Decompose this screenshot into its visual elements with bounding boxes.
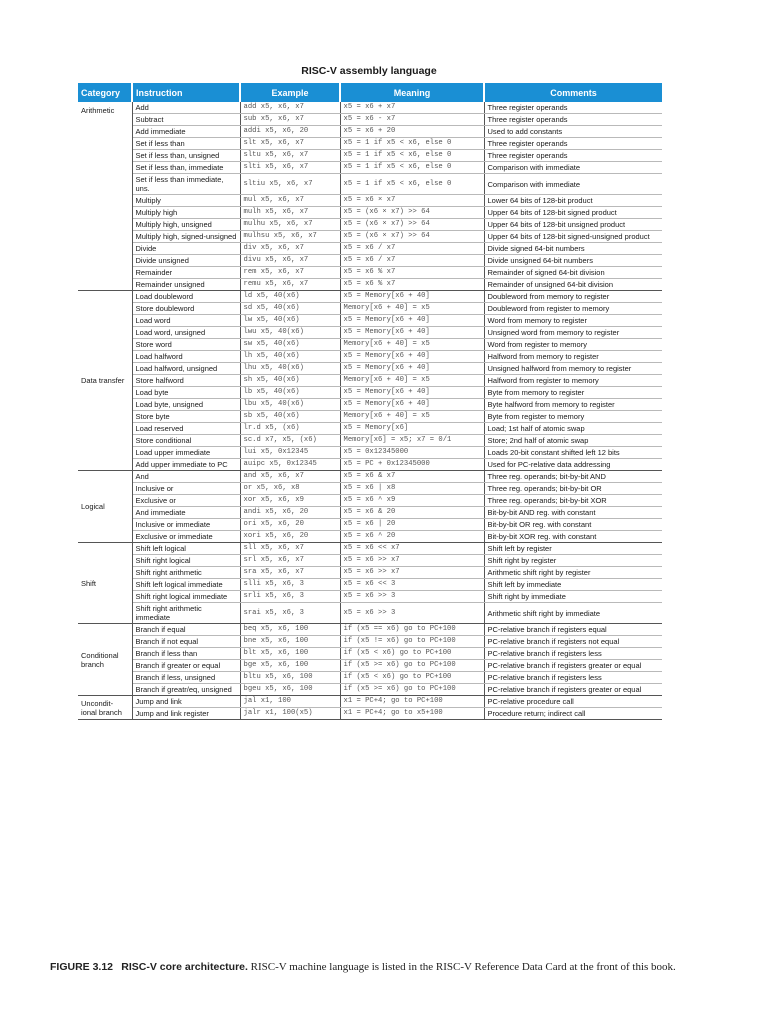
figure-number: FIGURE 3.12 xyxy=(50,961,114,973)
header-meaning: Meaning xyxy=(340,83,484,102)
category-cell: Logical xyxy=(78,471,132,543)
example-cell: srl x5, x6, x7 xyxy=(240,555,340,567)
comment-cell: Doubleword from memory to register xyxy=(484,291,662,303)
comment-cell: PC-relative branch if registers greater or equal xyxy=(484,684,662,696)
example-cell: lhu x5, 40(x6) xyxy=(240,363,340,375)
meaning-cell: x5 = Memory[x6 + 40] xyxy=(340,387,484,399)
meaning-cell: if (x5 != x6) go to PC+100 xyxy=(340,636,484,648)
table-row xyxy=(78,696,662,708)
example-cell: sw x5, 40(x6) xyxy=(240,339,340,351)
example-cell: lwu x5, 40(x6) xyxy=(240,327,340,339)
meaning-cell: x5 = x6 & x7 xyxy=(340,471,484,483)
comment-cell: Upper 64 bits of 128-bit signed product xyxy=(484,207,662,219)
comment-cell: PC-relative branch if registers less xyxy=(484,672,662,684)
table-row xyxy=(78,624,662,636)
meaning-cell: x5 = Memory[x6] xyxy=(340,423,484,435)
meaning-cell: x5 = x6 & 20 xyxy=(340,507,484,519)
instruction-cell: Branch if not equal xyxy=(132,636,240,648)
example-cell: rem x5, x6, x7 xyxy=(240,267,340,279)
example-cell: slti x5, x6, x7 xyxy=(240,162,340,174)
meaning-cell: Memory[x6 + 40] = x5 xyxy=(340,339,484,351)
table-row xyxy=(78,114,662,126)
meaning-cell: x5 = PC + 0x12345000 xyxy=(340,459,484,471)
example-cell: slli x5, x6, 3 xyxy=(240,579,340,591)
comment-cell: Three reg. operands; bit-by-bit OR xyxy=(484,483,662,495)
comment-cell: PC-relative branch if registers greater or equal xyxy=(484,660,662,672)
example-cell: lr.d x5, (x6) xyxy=(240,423,340,435)
header-example: Example xyxy=(240,83,340,102)
comment-cell: Shift right by register xyxy=(484,555,662,567)
table-row xyxy=(78,579,662,591)
example-cell: sh x5, 40(x6) xyxy=(240,375,340,387)
instruction-cell: Branch if greater or equal xyxy=(132,660,240,672)
meaning-cell: x5 = x6 - x7 xyxy=(340,114,484,126)
table-row xyxy=(78,255,662,267)
comment-cell: Upper 64 bits of 128-bit unsigned product xyxy=(484,219,662,231)
comment-cell: Divide unsigned 64-bit numbers xyxy=(484,255,662,267)
table-row xyxy=(78,495,662,507)
example-cell: srai x5, x6, 3 xyxy=(240,603,340,624)
header-row xyxy=(78,83,662,102)
meaning-cell: Memory[x6 + 40] = x5 xyxy=(340,411,484,423)
comment-cell: Loads 20-bit constant shifted left 12 bits xyxy=(484,447,662,459)
comment-cell: Halfword from memory to register xyxy=(484,351,662,363)
table-row xyxy=(78,708,662,720)
meaning-cell: x5 = x6 + 20 xyxy=(340,126,484,138)
example-cell: sltu x5, x6, x7 xyxy=(240,150,340,162)
comment-cell: Shift left by immediate xyxy=(484,579,662,591)
meaning-cell: x1 = PC+4; go to PC+100 xyxy=(340,696,484,708)
comment-cell: Bit-by-bit XOR reg. with constant xyxy=(484,531,662,543)
meaning-cell: x5 = 0x12345000 xyxy=(340,447,484,459)
instruction-cell: Jump and link xyxy=(132,696,240,708)
example-cell: lw x5, 40(x6) xyxy=(240,315,340,327)
meaning-cell: x5 = x6 ^ 20 xyxy=(340,531,484,543)
instruction-cell: Load reserved xyxy=(132,423,240,435)
example-cell: lb x5, 40(x6) xyxy=(240,387,340,399)
instruction-cell: Divide xyxy=(132,243,240,255)
instruction-cell: Jump and link register xyxy=(132,708,240,720)
meaning-cell: x5 = x6 % x7 xyxy=(340,279,484,291)
table-row xyxy=(78,684,662,696)
example-cell: div x5, x6, x7 xyxy=(240,243,340,255)
instruction-cell: Store halfword xyxy=(132,375,240,387)
table-row xyxy=(78,303,662,315)
meaning-cell: x5 = x6 / x7 xyxy=(340,255,484,267)
instruction-cell: Shift left logical xyxy=(132,543,240,555)
figure-title: RISC-V core architecture. xyxy=(121,961,248,973)
instruction-cell: Load byte, unsigned xyxy=(132,399,240,411)
meaning-cell: x5 = x6 / x7 xyxy=(340,243,484,255)
comment-cell: Load; 1st half of atomic swap xyxy=(484,423,662,435)
comment-cell: Byte from register to memory xyxy=(484,411,662,423)
meaning-cell: x5 = x6 | 20 xyxy=(340,519,484,531)
example-cell: lui x5, 0x12345 xyxy=(240,447,340,459)
comment-cell: Used to add constants xyxy=(484,126,662,138)
comment-cell: Comparison with immediate xyxy=(484,174,662,195)
example-cell: bgeu x5, x6, 100 xyxy=(240,684,340,696)
meaning-cell: x5 = x6 + x7 xyxy=(340,102,484,114)
meaning-cell: x5 = 1 if x5 < x6, else 0 xyxy=(340,150,484,162)
comment-cell: Three reg. operands; bit-by-bit AND xyxy=(484,471,662,483)
example-cell: mulhsu x5, x6, x7 xyxy=(240,231,340,243)
example-cell: xori x5, x6, 20 xyxy=(240,531,340,543)
comment-cell: Upper 64 bits of 128-bit signed-unsigned product xyxy=(484,231,662,243)
instruction-cell: Shift right arithmetic xyxy=(132,567,240,579)
comment-cell: Three reg. operands; bit-by-bit XOR xyxy=(484,495,662,507)
instruction-cell: Multiply high, unsigned xyxy=(132,219,240,231)
comment-cell: Shift right by immediate xyxy=(484,591,662,603)
comment-cell: Unsigned halfword from memory to register xyxy=(484,363,662,375)
instruction-cell: Set if less than xyxy=(132,138,240,150)
example-cell: remu x5, x6, x7 xyxy=(240,279,340,291)
meaning-cell: Memory[x6 + 40] = x5 xyxy=(340,375,484,387)
table-row xyxy=(78,531,662,543)
example-cell: lh x5, 40(x6) xyxy=(240,351,340,363)
comment-cell: Shift left by register xyxy=(484,543,662,555)
meaning-cell: x5 = Memory[x6 + 40] xyxy=(340,351,484,363)
table-row xyxy=(78,162,662,174)
figure-text: RISC-V machine language is listed in the RISC-V Reference Data Card at the front of this book. xyxy=(250,961,676,973)
example-cell: bge x5, x6, 100 xyxy=(240,660,340,672)
meaning-cell: x5 = x6 % x7 xyxy=(340,267,484,279)
comment-cell: Lower 64 bits of 128-bit product xyxy=(484,195,662,207)
instruction-cell: Set if less than, immediate xyxy=(132,162,240,174)
table-row xyxy=(78,387,662,399)
comment-cell: Unsigned word from memory to register xyxy=(484,327,662,339)
comment-cell: Store; 2nd half of atomic swap xyxy=(484,435,662,447)
instruction-cell: Remainder unsigned xyxy=(132,279,240,291)
example-cell: and x5, x6, x7 xyxy=(240,471,340,483)
instruction-cell: Load word, unsigned xyxy=(132,327,240,339)
table-row xyxy=(78,102,662,114)
table-row xyxy=(78,231,662,243)
comment-cell: Arithmetic shift right by register xyxy=(484,567,662,579)
comment-cell: Three register operands xyxy=(484,102,662,114)
meaning-cell: x5 = (x6 × x7) >> 64 xyxy=(340,207,484,219)
meaning-cell: if (x5 < x6) go to PC+100 xyxy=(340,648,484,660)
example-cell: auipc x5, 0x12345 xyxy=(240,459,340,471)
instruction-cell: Load upper immediate xyxy=(132,447,240,459)
example-cell: addi x5, x6, 20 xyxy=(240,126,340,138)
instruction-cell: Branch if equal xyxy=(132,624,240,636)
instruction-cell: Inclusive or immediate xyxy=(132,519,240,531)
instruction-cell: Inclusive or xyxy=(132,483,240,495)
table-row xyxy=(78,519,662,531)
example-cell: mul x5, x6, x7 xyxy=(240,195,340,207)
instruction-cell: Set if less than, unsigned xyxy=(132,150,240,162)
table-row xyxy=(78,483,662,495)
instruction-cell: And xyxy=(132,471,240,483)
instruction-cell: Load byte xyxy=(132,387,240,399)
comment-cell: Remainder of unsigned 64-bit division xyxy=(484,279,662,291)
comment-cell: Three register operands xyxy=(484,138,662,150)
instruction-table xyxy=(78,83,662,720)
example-cell: sub x5, x6, x7 xyxy=(240,114,340,126)
table-row xyxy=(78,291,662,303)
table-row xyxy=(78,555,662,567)
table-row xyxy=(78,411,662,423)
comment-cell: PC-relative branch if registers less xyxy=(484,648,662,660)
example-cell: or x5, x6, x8 xyxy=(240,483,340,495)
example-cell: bne x5, x6, 100 xyxy=(240,636,340,648)
table-row xyxy=(78,327,662,339)
example-cell: add x5, x6, x7 xyxy=(240,102,340,114)
meaning-cell: x5 = x6 >> 3 xyxy=(340,603,484,624)
table-row xyxy=(78,207,662,219)
instruction-cell: Store word xyxy=(132,339,240,351)
example-cell: srli x5, x6, 3 xyxy=(240,591,340,603)
table-row xyxy=(78,435,662,447)
table-row xyxy=(78,375,662,387)
meaning-cell: x5 = Memory[x6 + 40] xyxy=(340,399,484,411)
example-cell: jalr x1, 100(x5) xyxy=(240,708,340,720)
instruction-cell: Exclusive or immediate xyxy=(132,531,240,543)
example-cell: sll x5, x6, x7 xyxy=(240,543,340,555)
meaning-cell: x5 = (x6 × x7) >> 64 xyxy=(340,231,484,243)
table-row xyxy=(78,219,662,231)
table-row xyxy=(78,507,662,519)
meaning-cell: Memory[x6 + 40] = x5 xyxy=(340,303,484,315)
table-row xyxy=(78,447,662,459)
instruction-cell: Store conditional xyxy=(132,435,240,447)
comment-cell: Byte from memory to register xyxy=(484,387,662,399)
meaning-cell: x5 = x6 << x7 xyxy=(340,543,484,555)
meaning-cell: x5 = Memory[x6 + 40] xyxy=(340,315,484,327)
instruction-cell: Branch if less than xyxy=(132,648,240,660)
category-cell: Data transfer xyxy=(78,291,132,471)
figure-caption xyxy=(50,960,700,975)
example-cell: blt x5, x6, 100 xyxy=(240,648,340,660)
header-instruction: Instruction xyxy=(132,83,240,102)
comment-cell: PC-relative branch if registers not equal xyxy=(484,636,662,648)
meaning-cell: x5 = x6 >> 3 xyxy=(340,591,484,603)
meaning-cell: x1 = PC+4; go to x5+100 xyxy=(340,708,484,720)
table-row xyxy=(78,648,662,660)
instruction-cell: Exclusive or xyxy=(132,495,240,507)
comment-cell: PC-relative branch if registers equal xyxy=(484,624,662,636)
instruction-cell: Store byte xyxy=(132,411,240,423)
example-cell: ori x5, x6, 20 xyxy=(240,519,340,531)
meaning-cell: x5 = Memory[x6 + 40] xyxy=(340,363,484,375)
instruction-cell: Load word xyxy=(132,315,240,327)
comment-cell: Byte halfword from memory to register xyxy=(484,399,662,411)
table-row xyxy=(78,471,662,483)
instruction-cell: Add xyxy=(132,102,240,114)
table-body xyxy=(78,102,662,720)
meaning-cell: x5 = Memory[x6 + 40] xyxy=(340,327,484,339)
example-cell: sb x5, 40(x6) xyxy=(240,411,340,423)
table-row xyxy=(78,150,662,162)
instruction-cell: Divide unsigned xyxy=(132,255,240,267)
example-cell: mulhu x5, x6, x7 xyxy=(240,219,340,231)
comment-cell: Halfword from register to memory xyxy=(484,375,662,387)
instruction-cell: Store doubleword xyxy=(132,303,240,315)
example-cell: slt x5, x6, x7 xyxy=(240,138,340,150)
instruction-cell: Multiply xyxy=(132,195,240,207)
table-row xyxy=(78,195,662,207)
instruction-cell: Shift left logical immediate xyxy=(132,579,240,591)
table-row xyxy=(78,351,662,363)
example-cell: lbu x5, 40(x6) xyxy=(240,399,340,411)
comment-cell: Three register operands xyxy=(484,150,662,162)
table-row xyxy=(78,672,662,684)
example-cell: andi x5, x6, 20 xyxy=(240,507,340,519)
meaning-cell: if (x5 >= x6) go to PC+100 xyxy=(340,684,484,696)
comment-cell: Bit-by-bit AND reg. with constant xyxy=(484,507,662,519)
meaning-cell: x5 = x6 >> x7 xyxy=(340,555,484,567)
comment-cell: Comparison with immediate xyxy=(484,162,662,174)
table-row xyxy=(78,459,662,471)
instruction-cell: Subtract xyxy=(132,114,240,126)
table-title: RISC-V assembly language xyxy=(301,65,437,77)
category-cell: Arithmetic xyxy=(78,102,132,291)
meaning-cell: x5 = 1 if x5 < x6, else 0 xyxy=(340,162,484,174)
instruction-cell: Set if less than immediate, uns. xyxy=(132,174,240,195)
comment-cell: Arithmetic shift right by immediate xyxy=(484,603,662,624)
meaning-cell: x5 = x6 >> x7 xyxy=(340,567,484,579)
example-cell: sra x5, x6, x7 xyxy=(240,567,340,579)
instruction-cell: Load halfword, unsigned xyxy=(132,363,240,375)
instruction-cell: Shift right logical immediate xyxy=(132,591,240,603)
table-row xyxy=(78,543,662,555)
instruction-cell: Shift right logical xyxy=(132,555,240,567)
example-cell: divu x5, x6, x7 xyxy=(240,255,340,267)
instruction-cell: Multiply high xyxy=(132,207,240,219)
meaning-cell: if (x5 < x6) go to PC+100 xyxy=(340,672,484,684)
instruction-cell: Remainder xyxy=(132,267,240,279)
table-row xyxy=(78,591,662,603)
example-cell: sc.d x7, x5, (x6) xyxy=(240,435,340,447)
comment-cell: Used for PC-relative data addressing xyxy=(484,459,662,471)
comment-cell: Procedure return; indirect call xyxy=(484,708,662,720)
comment-cell: Doubleword from register to memory xyxy=(484,303,662,315)
instruction-cell: Add immediate xyxy=(132,126,240,138)
meaning-cell: x5 = Memory[x6 + 40] xyxy=(340,291,484,303)
comment-cell: Remainder of signed 64-bit division xyxy=(484,267,662,279)
meaning-cell: if (x5 == x6) go to PC+100 xyxy=(340,624,484,636)
meaning-cell: if (x5 >= x6) go to PC+100 xyxy=(340,660,484,672)
header-category: Category xyxy=(78,83,132,102)
meaning-cell: x5 = x6 | x8 xyxy=(340,483,484,495)
meaning-cell: x5 = (x6 × x7) >> 64 xyxy=(340,219,484,231)
comment-cell: Divide signed 64-bit numbers xyxy=(484,243,662,255)
table-row xyxy=(78,603,662,624)
meaning-cell: Memory[x6] = x5; x7 = 0/1 xyxy=(340,435,484,447)
table-row xyxy=(78,339,662,351)
table-row xyxy=(78,138,662,150)
example-cell: mulh x5, x6, x7 xyxy=(240,207,340,219)
table-row xyxy=(78,423,662,435)
instruction-cell: Branch if less, unsigned xyxy=(132,672,240,684)
meaning-cell: x5 = x6 × x7 xyxy=(340,195,484,207)
instruction-cell: Shift right arithmetic immediate xyxy=(132,603,240,624)
instruction-cell: Branch if greatr/eq, unsigned xyxy=(132,684,240,696)
table-row xyxy=(78,279,662,291)
instruction-cell: Load halfword xyxy=(132,351,240,363)
comment-cell: Word from register to memory xyxy=(484,339,662,351)
table-row xyxy=(78,126,662,138)
table-row xyxy=(78,567,662,579)
table-row xyxy=(78,636,662,648)
instruction-cell: Add upper immediate to PC xyxy=(132,459,240,471)
comment-cell: Bit-by-bit OR reg. with constant xyxy=(484,519,662,531)
category-cell: Uncondit-ional branch xyxy=(78,696,132,720)
table-row xyxy=(78,660,662,672)
header-comments: Comments xyxy=(484,83,662,102)
example-cell: beq x5, x6, 100 xyxy=(240,624,340,636)
example-cell: ld x5, 40(x6) xyxy=(240,291,340,303)
instruction-cell: And immediate xyxy=(132,507,240,519)
category-cell: Shift xyxy=(78,543,132,624)
table-row xyxy=(78,315,662,327)
meaning-cell: x5 = 1 if x5 < x6, else 0 xyxy=(340,138,484,150)
instruction-cell: Multiply high, signed-unsigned xyxy=(132,231,240,243)
meaning-cell: x5 = 1 if x5 < x6, else 0 xyxy=(340,174,484,195)
example-cell: bltu x5, x6, 100 xyxy=(240,672,340,684)
example-cell: sltiu x5, x6, x7 xyxy=(240,174,340,195)
example-cell: jal x1, 100 xyxy=(240,696,340,708)
example-cell: sd x5, 40(x6) xyxy=(240,303,340,315)
meaning-cell: x5 = x6 ^ x9 xyxy=(340,495,484,507)
instruction-cell: Load doubleword xyxy=(132,291,240,303)
meaning-cell: x5 = x6 << 3 xyxy=(340,579,484,591)
table-row xyxy=(78,399,662,411)
table-row xyxy=(78,363,662,375)
table-row xyxy=(78,174,662,195)
comment-cell: PC-relative procedure call xyxy=(484,696,662,708)
table-row xyxy=(78,267,662,279)
example-cell: xor x5, x6, x9 xyxy=(240,495,340,507)
comment-cell: Word from memory to register xyxy=(484,315,662,327)
table-row xyxy=(78,243,662,255)
comment-cell: Three register operands xyxy=(484,114,662,126)
category-cell: Conditional branch xyxy=(78,624,132,696)
